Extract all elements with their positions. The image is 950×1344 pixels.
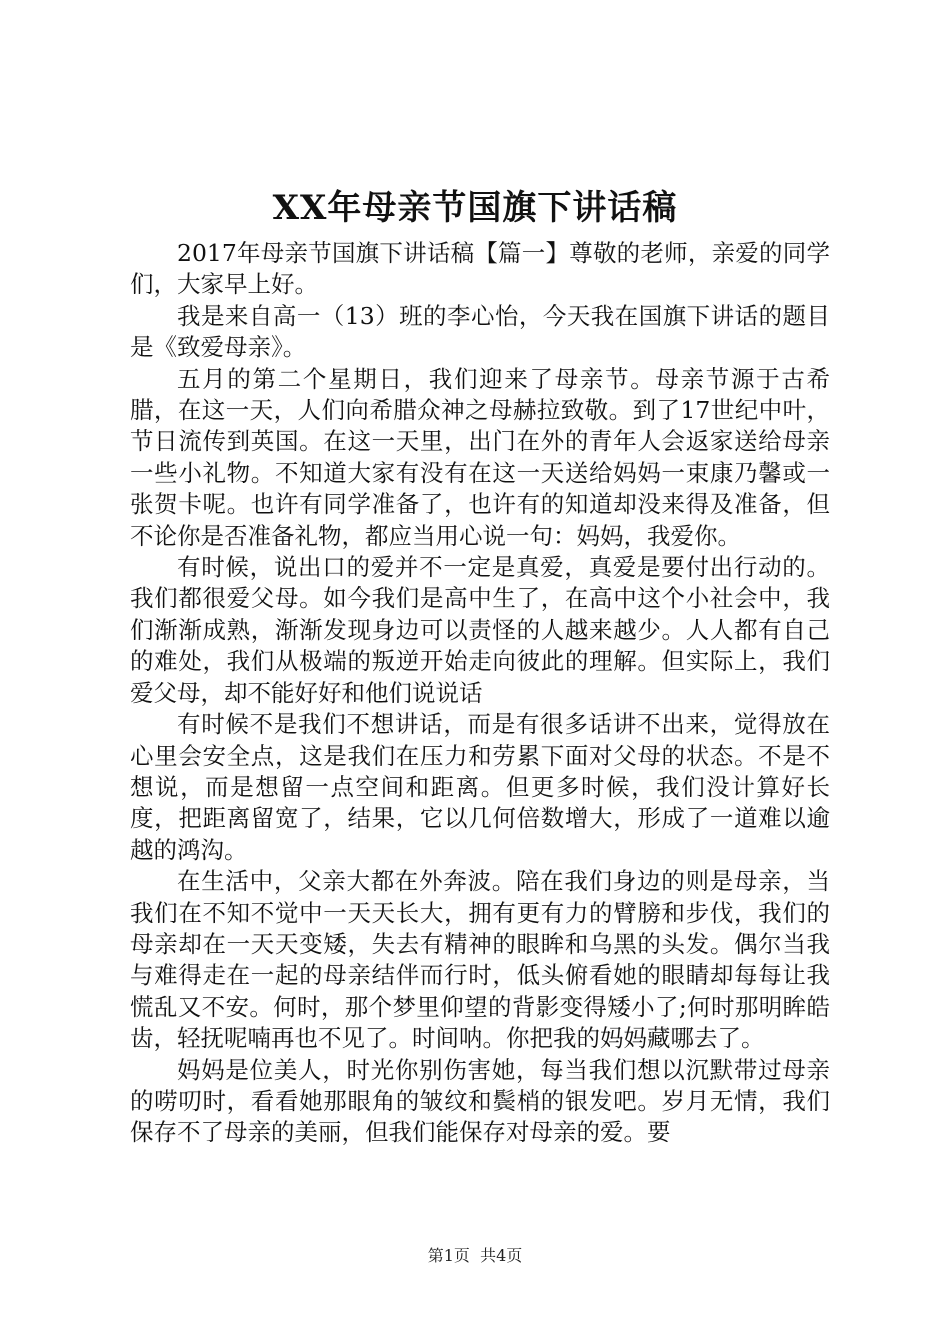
page-number: 第1页 (427, 1246, 470, 1265)
paragraph: 我是来自高一（13）班的李心怡，今天我在国旗下讲话的题目是《致爱母亲》。 (130, 301, 830, 362)
paragraph: 在生活中，父亲大都在外奔波。陪在我们身边的则是母亲，当我们在不知不觉中一天天长大，拥有更有力的臂膀和步伐，我们的母亲却在一天天变矮，失去有精神的眼眸和乌黑的头发。偶尔当我与难得走在一起的母亲结伴而行时，低头俯看她的眼睛却每每让我慌乱又不安。何时，那个梦里仰望的背影变得矮小了;何时那明眸皓齿，轻抚呢喃再也不见了。时间呐。你把我的妈妈藏哪去了。 (130, 867, 830, 1053)
paragraph: 五月的第二个星期日，我们迎来了母亲节。母亲节源于古希腊，在这一天，人们向希腊众神之母赫拉致敬。到了17世纪中叶，节日流传到英国。在这一天里，出门在外的青年人会返家送给母亲一些小礼物。不知道大家有没有在这一天送给妈妈一束康乃馨或一张贺卡呢。也许有同学准备了，也许有的知道却没来得及准备，但不论你是否准备礼物，都应当用心说一句：妈妈，我爱你。 (130, 364, 830, 550)
paragraph: 2017年母亲节国旗下讲话稿【篇一】尊敬的老师，亲爱的同学们，大家早上好。 (130, 239, 830, 299)
footer-separator (470, 1246, 480, 1265)
page-total: 共4页 (480, 1246, 523, 1265)
page-footer (0, 1246, 950, 1266)
paragraph: 有时候，说出口的爱并不一定是真爱，真爱是要付出行动的。我们都很爱父母。如今我们是高中生了，在高中这个小社会中，我们渐渐成熟，渐渐发现身边可以责怪的人越来越少。人人都有自己的难处，我们从极端的叛逆开始走向彼此的理解。但实际上，我们爱父母，却不能好好和他们说说话 (130, 553, 830, 707)
paragraph: 有时候不是我们不想讲话，而是有很多话讲不出来，觉得放在心里会安全点，这是我们在压力和劳累下面对父母的状态。不是不想说，而是想留一点空间和距离。但更多时候，我们没计算好长度，把距离留宽了，结果，它以几何倍数增大，形成了一道难以逾越的鸿沟。 (130, 710, 830, 864)
paragraph: 妈妈是位美人，时光你别伤害她，每当我们想以沉默带过母亲的唠叨时，看看她那眼角的皱纹和鬓梢的银发吧。岁月无情，我们保存不了母亲的美丽，但我们能保存对母亲的爱。要 (130, 1055, 830, 1147)
document-body (130, 238, 830, 1149)
document-title: XX年母亲节国旗下讲话稿 (272, 188, 678, 228)
